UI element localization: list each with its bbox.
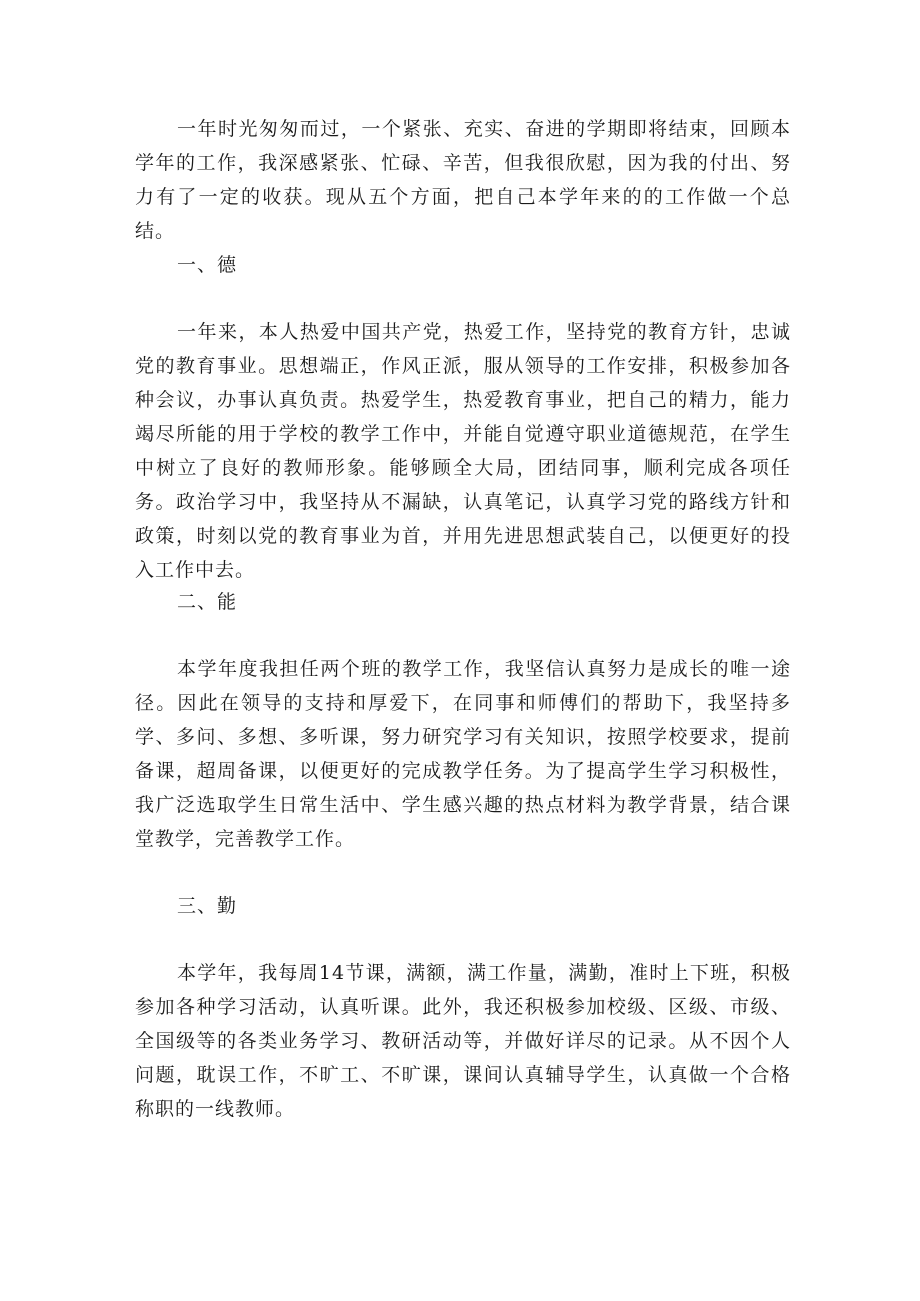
section-body-qin: 本学年，我每周14节课，满额，满工作量，满勤，准时上下班，积极参加各种学习活动，认真听课。此外，我还积极参加校级、区级、市级、全国级等的各类业务学习、教研活动等，并做好详尽的记录。从不因个人问题，耽误工作，不旷工、不旷课，课间认真辅导学生，认真做一个合格称职的一线教师。 <box>135 962 791 1120</box>
section-heading-neng: 二、能 <box>177 591 238 613</box>
section-heading-de: 一、德 <box>177 254 238 276</box>
intro-paragraph: 一年时光匆匆而过，一个紧张、充实、奋进的学期即将结束，回顾本学年的工作，我深感紧张、忙碌、辛苦，但我很欣慰，因为我的付出、努力有了一定的收获。现从五个方面，把自己本学年来的的工作做一个总结。 <box>135 118 791 242</box>
section-body-de: 一年来，本人热爱中国共产党，热爱工作，坚持党的教育方针，忠诚党的教育事业。思想端正，作风正派，服从领导的工作安排，积极参加各种会议，办事认真负责。热爱学生，热爱教育事业，把自己的精力，能力竭尽所能的用于学校的教学工作中，并能自觉遵守职业道德规范，在学生中树立了良好的教师形象。能够顾全大局，团结同事，顺利完成各项任务。政治学习中，我坚持从不漏缺，认真笔记，认真学习党的路线方针和政策，时刻以党的教育事业为首，并用先进思想武装自己，以便更好的投入工作中去。 <box>135 321 791 581</box>
section-heading-qin: 三、勤 <box>177 895 238 917</box>
section-body-neng: 本学年度我担任两个班的教学工作，我坚信认真努力是成长的唯一途径。因此在领导的支持和厚爱下，在同事和师傅们的帮助下，我坚持多学、多问、多想、多听课，努力研究学习有关知识，按照学校要求，提前备课，超周备课，以便更好的完成教学任务。为了提高学生学习积极性，我广泛选取学生日常生活中、学生感兴趣的热点材料为教学背景，结合课堂教学，完善教学工作。 <box>135 658 791 850</box>
